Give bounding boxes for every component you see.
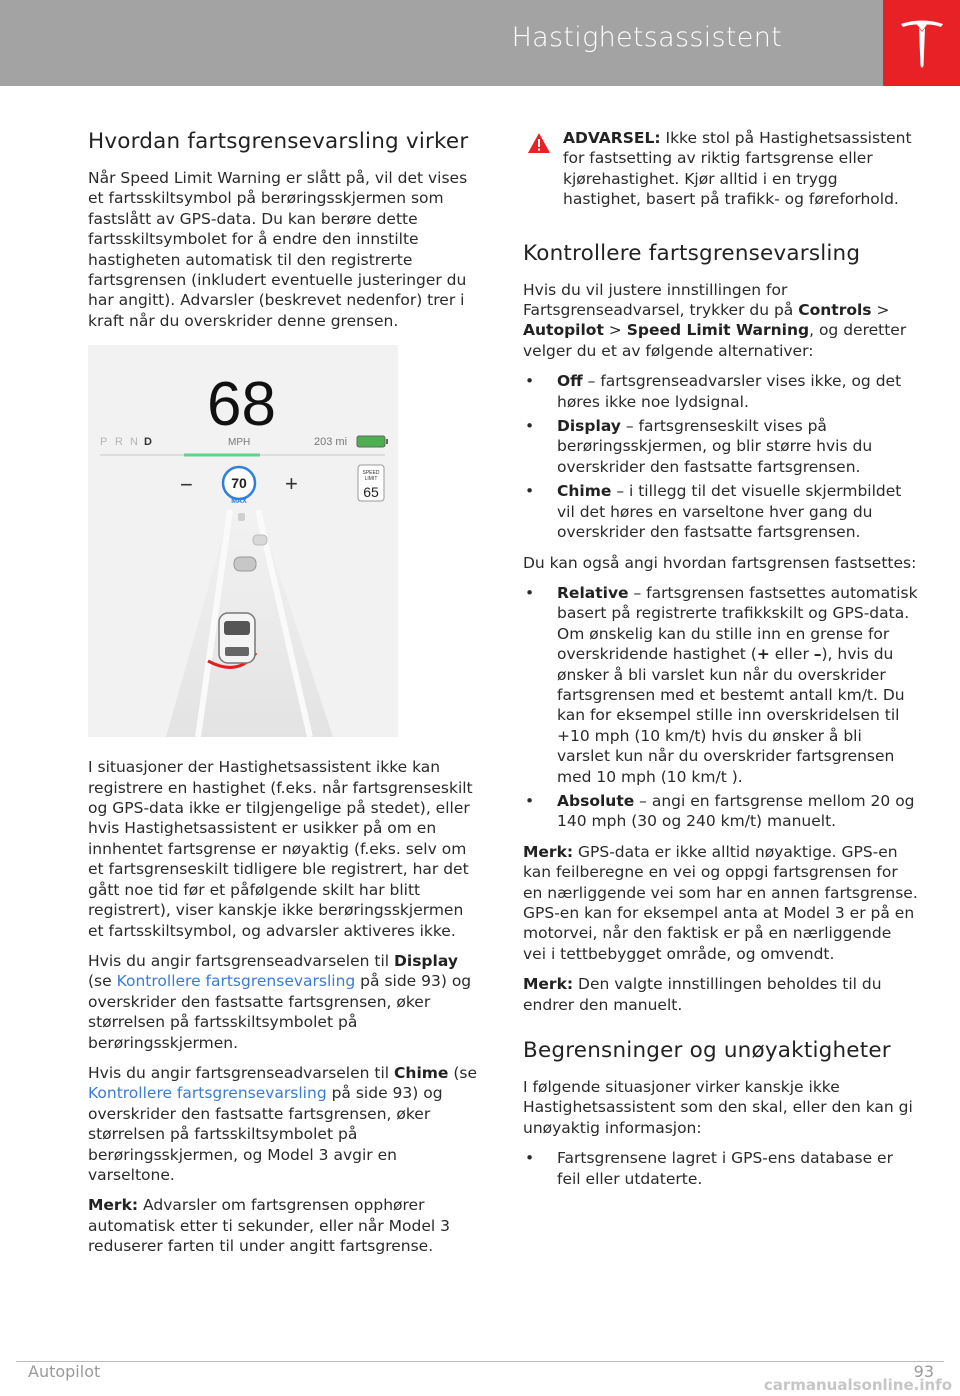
paragraph-also: Du kan også angi hvordan fartsgrensen fastsettes: (523, 553, 917, 572)
link-kontrollere-1[interactable]: Kontrollere fartsgrensevarsling (116, 972, 356, 991)
intro-text-a: Hvis du vil justere innstillingen for Fartsgrenseadvarsel, trykker du på (523, 280, 799, 320)
display-text-c: på side 93) og overskrider den fastsatte fartsgrensen, øker størrelsen på fartsskiltsymbolet på berøringsskjermen. (88, 972, 472, 1052)
menu-speed-limit-warning: Speed Limit Warning (626, 321, 810, 340)
tesla-logo-icon (899, 18, 945, 68)
display-term: Display (394, 951, 458, 970)
page-header (0, 0, 883, 86)
heading-how-it-works: Hvordan fartsgrensevarsling virker (88, 129, 469, 154)
display-text-b: (se (88, 972, 117, 991)
list-item: • Off – fartsgrenseadvarsler vises ikke, og det høres ikke noe lydsignal. (525, 372, 902, 411)
option-off-term: Off (557, 372, 583, 391)
mode-list (523, 583, 918, 832)
chime-text-b: (se (448, 1063, 478, 1082)
mode-relative-text-a: – fartsgrensen fastsettes automatisk basert på registrerte trafikkskilt og GPS-data. Om ønskelig kan du stille inn en grense for overskridende hastighet ( (557, 583, 918, 664)
option-display-term: Display (557, 417, 621, 436)
increase-speed-button[interactable]: + (285, 471, 298, 497)
range-readout: 203 mi (314, 436, 348, 449)
right-column (523, 128, 918, 1199)
warning-icon (527, 132, 551, 154)
sign-limit-text: LIMIT (364, 476, 378, 483)
chime-term: Chime (394, 1063, 449, 1082)
gear-r: R (115, 436, 123, 449)
note-gps (523, 842, 918, 964)
note-setting (523, 974, 918, 1015)
decrease-speed-button[interactable]: − (180, 472, 193, 498)
list-item: • Chime – i tillegg til det visuelle skjermbildet vil det høres en varseltone hver gang du overskrider den fastsatte fartsgrensen. (525, 482, 902, 542)
mode-relative-term: Relative (557, 583, 629, 602)
limits-list (523, 1148, 918, 1189)
note-label: Merk: (88, 1196, 139, 1215)
warning-label: ADVARSEL: (563, 129, 661, 147)
sign-speed-text: SPEED (362, 470, 380, 477)
gear-d: D (144, 436, 152, 449)
warning-box (523, 128, 918, 210)
menu-autopilot: Autopilot (523, 321, 604, 340)
intro-separator-2: > (603, 321, 627, 340)
left-column (88, 128, 482, 1267)
footer-divider (16, 1361, 944, 1362)
watermark: carmanualsonline.info (763, 1376, 952, 1394)
note-setting-text: Den valgte innstillingen beholdes til du endrer den manuelt. (523, 975, 882, 1014)
paragraph-chime (88, 1063, 482, 1185)
paragraph-controls-intro (523, 280, 918, 362)
set-speed-value: 70 (231, 475, 247, 492)
heading-controls: Kontrollere fartsgrensevarsling (523, 240, 861, 266)
gear-n: N (130, 436, 138, 449)
current-speed: 68 (207, 370, 276, 440)
options-list (523, 371, 918, 542)
battery-icon (357, 436, 385, 447)
tesla-logo (883, 0, 960, 86)
gear-p: P (100, 436, 108, 449)
list-item: • Fartsgrensene lagret i GPS-ens database er feil eller utdaterte. (525, 1149, 893, 1188)
limit-item-text: Fartsgrensene lagret i GPS-ens database er feil eller utdaterte. (557, 1149, 893, 1188)
option-display-text: – fartsgrenseskilt vises på berøringsskjermen, og blir større hvis du overskrider den fastsatte fartsgrensen. (557, 417, 873, 476)
mode-relative-text-b: ), hvis du ønsker å bli varslet kun når du overskrider fartsgrensen med et bestemt antall km/t. Du kan for eksempel stille inn overskridelsen til +10 mph (10 km/t) hvis du ønsker å bli varslet kun når du overskrider fartsgrensen med 10 mph (10 km/t ). (557, 645, 905, 786)
note-gps-label: Merk: (523, 842, 574, 861)
intro-text-c: , og deretter velger du et av følgende alternativer: (523, 321, 907, 360)
page-number: 93 (913, 1362, 934, 1381)
footer-section: Autopilot (28, 1362, 101, 1381)
max-label: MAX (231, 498, 247, 506)
speed-unit: MPH (228, 437, 251, 449)
paragraph-limits-intro: I følgende situasjoner virker kanskje ikke Hastighetsassistent som den skal, eller den kan gi unøyaktig informasjon: (523, 1078, 913, 1137)
note-gps-text: GPS-data er ikke alltid nøyaktige. GPS-en kan feilberegne en vei og oppgi fartsgrensen for en nærliggende vei som har en annen fartsgrense. GPS-en kan for eksempel anta at Model 3 er på en motorvei, når den faktisk er på en nærliggende vei i tettbebygget område, og omvendt. (523, 842, 918, 963)
list-item: • Relative – fartsgrensen fastsettes automatisk basert på registrerte trafikkskilt og GPS-data. Om ønskelig kan du stille inn en grense for overskridende hastighet (+ eller –), hvis du ønsker å bli varslet kun når du overskrider fartsgrensen med et bestemt antall km/t. Du kan for eksempel stille inn overskridelsen til +10 mph (10 km/t) hvis du ønsker å bli varslet kun når du overskrider fartsgrensen med 10 mph (10 km/t ). (525, 583, 918, 786)
paragraph-intro: Når Speed Limit Warning er slått på, vil det vises et fartsskiltsymbol på berøringsskjermen som fastslått av GPS-data. Du kan berøre dette fartsskiltsymbolet for å endre den innstilte hastigheten automatisk til den registrerte fartsgrensen (inkludert eventuelle justeringer du har angitt). Advarsler (beskrevet nedenfor) trer i kraft når du overskrider denne grensen. (88, 169, 468, 330)
header-title: Hastighetsassistent (511, 22, 782, 53)
list-item: • Display – fartsgrenseskilt vises på berøringsskjermen, og blir større hvis du overskrider den fastsatte fartsgrensen. (525, 417, 873, 476)
option-off-text: – fartsgrenseadvarsler vises ikke, og det høres ikke noe lydsignal. (557, 372, 902, 411)
sign-limit-value: 65 (363, 484, 379, 501)
touchscreen-figure (88, 345, 398, 737)
note-text: Advarsler om fartsgrensen opphører automatisk etter ti sekunder, eller når Model 3 reduserer farten til under angitt fartsgrense. (88, 1196, 450, 1256)
minus-symbol: – (813, 645, 822, 664)
note-setting-label: Merk: (523, 975, 574, 994)
display-text-a: Hvis du angir fartsgrenseadvarselen til (88, 951, 395, 970)
mode-absolute-term: Absolute (557, 791, 635, 810)
paragraph-display (88, 951, 482, 1053)
link-kontrollere-2[interactable]: Kontrollere fartsgrensevarsling (88, 1084, 327, 1103)
paragraph-limitations: I situasjoner der Hastighetsassistent ikke kan registrere en hastighet (f.eks. når fartsgrenseskilt og GPS-data ikke er tilgjengelige på stedet), eller hvis Hastighetsassistent er usikker på om en innhentet fartsgrense er nøyaktig (f.eks. selv om et fartsgrenseskilt tidligere ble registrert, har det gått noe tid før et påfølgende skilt har blitt registrert), viser kanskje ikke berøringsskjermen et fartsskiltsymbol, og advarsler aktiveres ikke. (88, 758, 473, 940)
mode-absolute-text: – angi en fartsgrense mellom 20 og 140 mph (30 og 240 km/t) manuelt. (557, 791, 915, 831)
heading-limitations: Begrensninger og unøyaktigheter (523, 1038, 891, 1064)
menu-controls: Controls (798, 301, 872, 320)
warning-text: Ikke stol på Hastighetsassistent for fastsetting av riktig fartsgrense eller kjørehastighet. Kjør alltid i en trygg hastighet, basert på trafikk- og føreforhold. (563, 129, 912, 209)
chime-text-a: Hvis du angir fartsgrenseadvarselen til (88, 1063, 395, 1082)
option-chime-term: Chime (557, 482, 612, 501)
chime-text-c: på side 93) og overskrider den fastsatte fartsgrensen, øker størrelsen på fartsskiltsymbolet på berøringsskjermen, og Model 3 avgir en varseltone. (88, 1084, 443, 1184)
intro-separator-1: > (871, 301, 890, 320)
option-chime-text: – i tillegg til det visuelle skjermbildet vil det høres en varseltone hver gang du overskrider den fastsatte fartsgrensen. (557, 482, 902, 542)
mode-relative-or: eller (769, 645, 814, 664)
list-item: • Absolute – angi en fartsgrense mellom 20 og 140 mph (30 og 240 km/t) manuelt. (525, 791, 915, 831)
note-left (88, 1195, 482, 1256)
plus-symbol: + (756, 645, 770, 664)
